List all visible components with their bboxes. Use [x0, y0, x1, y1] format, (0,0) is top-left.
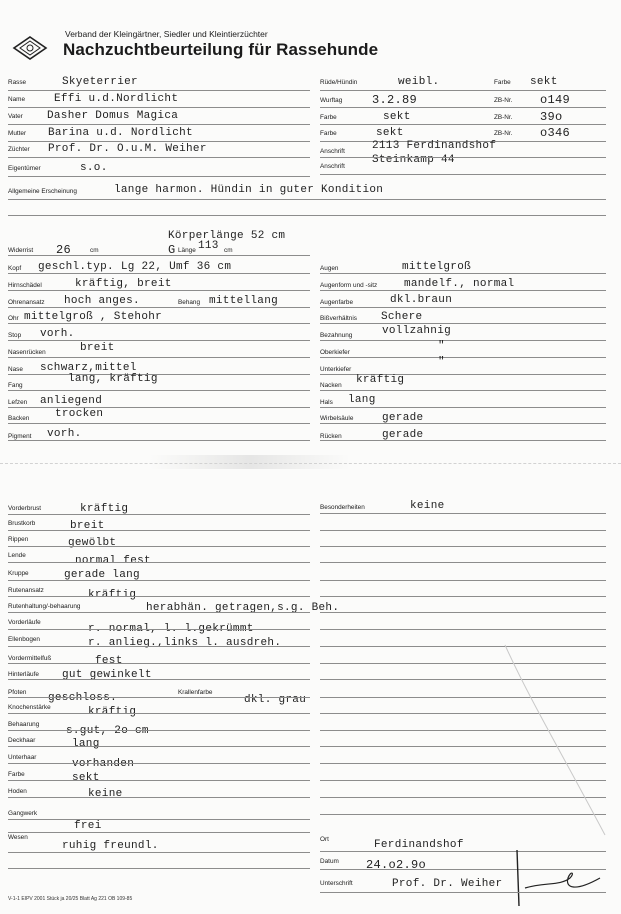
laenge-label: Länge — [178, 247, 196, 254]
g-label: G — [168, 243, 176, 257]
brustkorb-value: breit — [70, 520, 105, 532]
ellenbogen-label: Ellenbogen — [8, 636, 40, 643]
augenfarbe-label: Augenfarbe — [320, 299, 354, 306]
vorderlaeufe-value: r. normal, l. l.gekrümmt — [88, 623, 254, 635]
nase-label: Nase — [8, 366, 23, 373]
augen-label: Augen — [320, 265, 339, 272]
hoden-label: Hoden — [8, 788, 27, 795]
rippen-label: Rippen — [8, 536, 29, 543]
unterkiefer-value: " — [438, 356, 445, 368]
anschrift1-label: Anschrift — [320, 148, 345, 155]
fang-label: Fang — [8, 382, 23, 389]
page-fold — [0, 463, 621, 464]
backen-label: Backen — [8, 415, 30, 422]
widerrist-label: Widerrist — [8, 247, 34, 254]
ohrenansatz-label: Ohrenansatz — [8, 299, 45, 306]
kopf-value: geschl.typ. Lg 22, Umf 36 cm — [38, 261, 232, 273]
rippen-value: gewölbt — [68, 537, 117, 549]
rasse-label: Rasse — [8, 79, 27, 86]
nasenruecken-value: breit — [80, 342, 115, 354]
besonderheiten-value: keine — [410, 500, 445, 512]
rutenhaltung-value: herabhän. getragen,s.g. Beh. — [146, 602, 340, 614]
unterkiefer-label: Unterkiefer — [320, 366, 352, 373]
augenfarbe-value: dkl.braun — [390, 294, 453, 306]
fang-value: lang, kräftig — [68, 373, 158, 385]
lefzen-value: anliegend — [40, 395, 103, 407]
farbe-label: Farbe — [8, 771, 25, 778]
nase-value: schwarz,mittel — [40, 362, 137, 374]
augen-value: mittelgroß — [402, 261, 472, 273]
fold-smudge — [150, 455, 350, 469]
gangwerk-label: Gangwerk — [8, 810, 38, 817]
rutenansatz-label: Rutenansatz — [8, 587, 44, 594]
ellenbogen-value: r. anlieg.,links l. ausdreh. — [88, 637, 282, 649]
hals-label: Hals — [320, 399, 333, 406]
ruecken-value: gerade — [382, 429, 424, 441]
mutter-label: Mutter — [8, 130, 27, 137]
vordermittelfuss-value: fest — [95, 655, 123, 667]
ohr-label: Ohr — [8, 315, 19, 322]
unterschrift-label: Unterschrift — [320, 880, 353, 887]
koerperlaenge-value: Körperlänge 52 cm — [168, 230, 286, 242]
eigentuemer-value: s.o. — [80, 162, 108, 174]
knochenstaerke-value: kräftig — [88, 706, 137, 718]
farbe-vater-label: Farbe — [320, 114, 337, 121]
ort-value: Ferdinandshof — [374, 839, 464, 851]
krallen-value: dkl. grau — [244, 694, 307, 706]
bezahnung-value: vollzahnig — [382, 325, 452, 337]
lende-value: normal fest — [75, 555, 151, 567]
mutter-value: Barina u.d. Nordlicht — [48, 127, 193, 139]
hoden-value: keine — [88, 788, 123, 800]
hinterlaeufe-label: Hinterläufe — [8, 671, 39, 678]
zb1-label: ZB-Nr. — [494, 97, 513, 104]
bissverhaeltnis-label: Bißverhältnis — [320, 315, 357, 322]
unterschrift-value: Prof. Dr. Weiher — [392, 878, 503, 890]
farbe-main-value: sekt — [530, 76, 558, 88]
vater-value: Dasher Domus Magica — [47, 110, 179, 122]
nacken-value: kräftig — [356, 374, 405, 386]
zb3-label: ZB-Nr. — [494, 130, 513, 137]
bissverhaeltnis-value: Schere — [381, 311, 423, 323]
anschrift2-label: Anschrift — [320, 163, 345, 170]
kopf-label: Kopf — [8, 265, 22, 272]
zb3-value: o346 — [540, 126, 571, 140]
farbe-mutter-label: Farbe — [320, 130, 337, 137]
krallen-label: Krallenfarbe — [178, 689, 213, 696]
hirnschaedel-value: kräftig, breit — [75, 278, 172, 290]
laenge-value: 113 — [198, 240, 219, 252]
anschrift1-value: 2113 Ferdinandshof — [372, 140, 497, 152]
kruppe-label: Kruppe — [8, 570, 29, 577]
vorderlaeufe-label: Vorderläufe — [8, 619, 41, 626]
gangwerk-value: frei — [74, 820, 102, 832]
rasse-value: Skyeterrier — [62, 76, 138, 88]
kruppe-value: gerade lang — [64, 569, 140, 581]
zuechter-value: Prof. Dr. O.u.M. Weiher — [48, 143, 207, 155]
eigentuemer-label: Eigentümer — [8, 165, 41, 172]
farbe-value: sekt — [72, 772, 100, 784]
association-emblem-icon — [12, 36, 48, 60]
pfoten-label: Pfoten — [8, 689, 27, 696]
pfoten-value: geschloss. — [48, 692, 118, 704]
sex-label: Rüde/Hündin — [320, 79, 358, 86]
oberkiefer-label: Oberkiefer — [320, 349, 350, 356]
bezahnung-label: Bezahnung — [320, 332, 353, 339]
oberkiefer-value: " — [438, 340, 445, 352]
pigment-label: Pigment — [8, 433, 32, 440]
wesen-value: ruhig freundl. — [62, 840, 159, 852]
laenge-unit: cm — [224, 247, 233, 254]
nasenruecken-label: Nasenrücken — [8, 349, 46, 356]
form-title: Nachzuchtbeurteilung für Rassehunde — [63, 40, 379, 59]
behaarung-label: Behaarung — [8, 721, 40, 728]
hals-value: lang — [348, 394, 376, 406]
zuechter-label: Züchter — [8, 146, 30, 153]
farbe-mutter-value: sekt — [376, 127, 404, 139]
ohrenansatz-value: hoch anges. — [64, 295, 140, 307]
unterhaar-value: vorhanden — [72, 758, 135, 770]
farbe-main-label: Farbe — [494, 79, 511, 86]
vater-label: Vater — [8, 113, 23, 120]
ohr-value: mittelgroß , Stehohr — [24, 311, 163, 323]
ort-label: Ort — [320, 836, 329, 843]
rutenansatz-value: kräftig — [88, 589, 137, 601]
stop-label: Stop — [8, 332, 22, 339]
deckhaar-label: Deckhaar — [8, 737, 36, 744]
datum-label: Datum — [320, 858, 339, 865]
vordermittelfuss-label: Vordermittelfuß — [8, 655, 52, 662]
wirbelsaeule-label: Wirbelsäule — [320, 415, 354, 422]
hirnschaedel-label: Hirnschädel — [8, 282, 42, 289]
zb2-label: ZB-Nr. — [494, 114, 513, 121]
behang-label: Behang — [178, 299, 201, 306]
widerrist-value: 26 — [56, 243, 72, 257]
besonderheiten-label: Besonderheiten — [320, 504, 365, 511]
wesen-label: Wesen — [8, 834, 28, 841]
unterhaar-label: Unterhaar — [8, 754, 37, 761]
ruecken-label: Rücken — [320, 433, 342, 440]
allgemein-value: lange harmon. Hündin in guter Kondition — [114, 184, 384, 196]
wurftag-label: Wurftag — [320, 97, 343, 104]
pigment-value: vorh. — [47, 428, 82, 440]
widerrist-unit: cm — [90, 247, 99, 254]
nacken-label: Nacken — [320, 382, 342, 389]
anschrift2-value: Steinkamp 44 — [372, 154, 455, 166]
paper-crease — [500, 640, 610, 840]
brustkorb-label: Brustkorb — [8, 520, 36, 527]
augenform-label: Augenform und -sitz — [320, 282, 378, 289]
wurftag-value: 3.2.89 — [372, 93, 418, 107]
deckhaar-value: lang — [72, 738, 100, 750]
name-value: Effi u.d.Nordlicht — [54, 93, 179, 105]
wirbelsaeule-value: gerade — [382, 412, 424, 424]
vorderbrust-value: kräftig — [80, 503, 129, 515]
datum-value: 24.o2.9o — [366, 858, 427, 872]
print-code: V-1-1 EIPV 2001 Stück ja 20/25 Blatt Ag 221 OB 109-85 — [8, 896, 133, 902]
farbe-vater-value: sekt — [383, 111, 411, 123]
rutenhaltung-label: Rutenhaltung/-behaarung — [8, 603, 81, 610]
backen-value: trocken — [55, 408, 104, 420]
lefzen-label: Lefzen — [8, 399, 28, 406]
name-label: Name — [8, 96, 26, 103]
sex-value: weibl. — [398, 76, 440, 88]
vorderbrust-label: Vorderbrust — [8, 505, 42, 512]
knochenstaerke-label: Knochenstärke — [8, 704, 51, 711]
behang-value: mittellang — [209, 295, 279, 307]
zb1-value: o149 — [540, 93, 571, 107]
zb2-value: 39o — [540, 110, 563, 124]
lende-label: Lende — [8, 552, 26, 559]
augenform-value: mandelf., normal — [404, 278, 515, 290]
stop-value: vorh. — [40, 328, 75, 340]
signature-scribble — [505, 848, 605, 908]
behaarung-value: s.gut, 2o cm — [66, 725, 149, 737]
hinterlaeufe-value: gut gewinkelt — [62, 669, 152, 681]
organization-name: Verband der Kleingärtner, Siedler und Kleintierzüchter — [65, 29, 268, 39]
allgemein-label: Allgemeine Erscheinung — [8, 188, 77, 195]
